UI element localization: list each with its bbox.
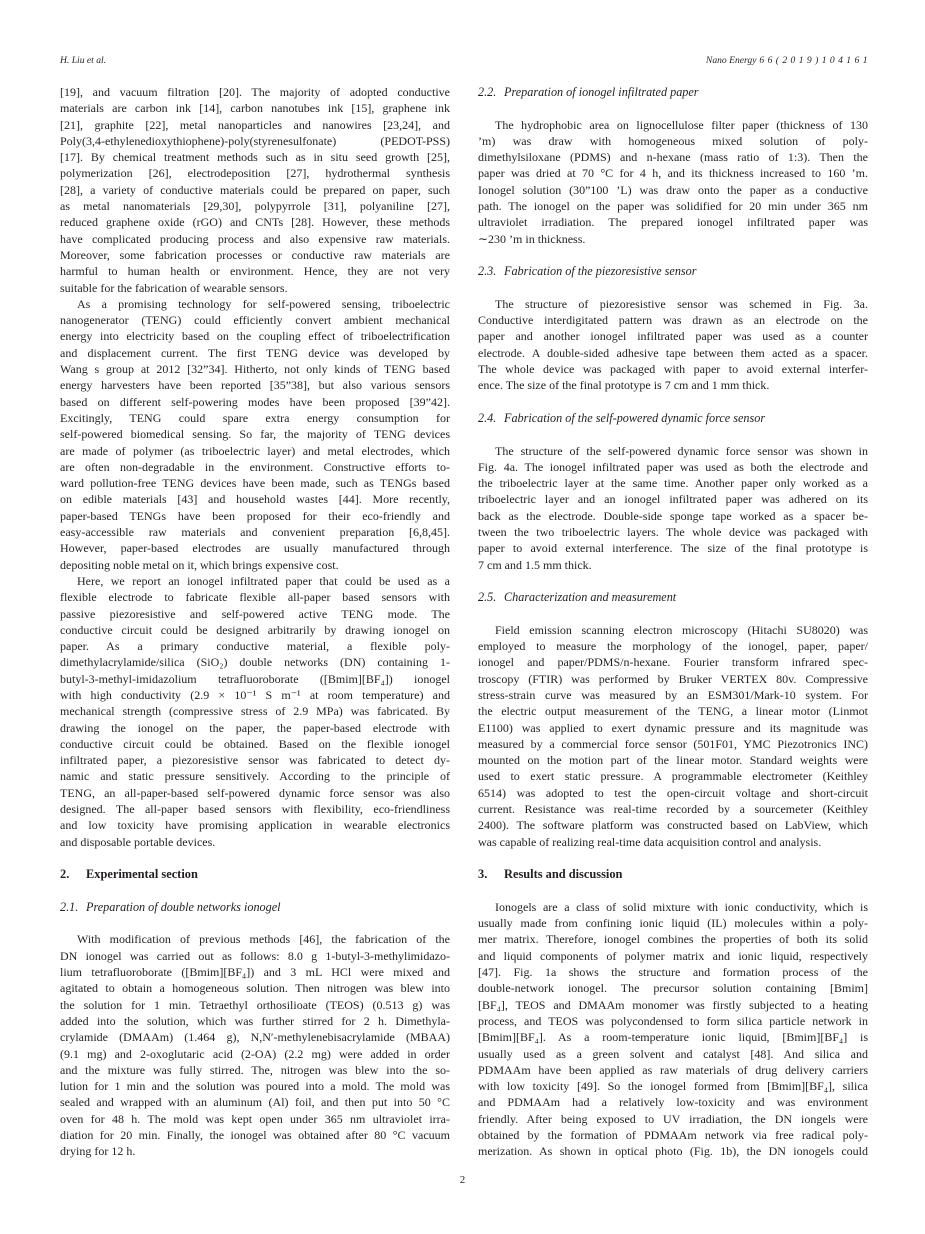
text-line: and liquid components of polymer matrix and ionic liquid, respectively [478, 948, 868, 963]
paragraph [478, 117, 868, 247]
text-line: the solution for 1 min. Tetraethyl orthosilioate (TEOS) (0.513 g) was [60, 997, 450, 1012]
text-line: dimethylacrylamide/silica (SiO₂) double networks (DN) containing 1- [60, 655, 450, 670]
text-line: triboelectric layer and an ionogel infiltrated paper was adhered on its [478, 492, 868, 507]
subsection-heading [478, 589, 868, 605]
text-line: the triboelectric layer at the same time. Another paper only worked as a [478, 476, 868, 491]
heading-title: Preparation of double networks ionogel [86, 899, 281, 914]
heading-number: 2.3. [478, 264, 497, 279]
text-line: mechanical strength (compressive stress of 2.9 MPa) was fabricated. By [60, 704, 450, 719]
text-line: and displacement current. The first TENG device was developed by [60, 345, 450, 360]
text-line: materials are carbon ink [14], carbon nanotubes ink [15], graphene ink [60, 101, 450, 116]
heading-number: 2.4. [478, 410, 497, 425]
text-line: nanogenerator (TENG) could efficiently convert ambient mechanical [60, 313, 450, 328]
heading-title: Results and discussion [504, 867, 623, 882]
text-line: E1100) was applied to exert dynamic pressure and its magnitude was [478, 720, 868, 735]
text-line: suitable for the fabrication of wearable sensors. [60, 280, 288, 295]
text-line: and PDMAAm had a relatively low-toxicity and was environment [478, 1095, 868, 1110]
text-line: and disposable portable devices. [60, 834, 216, 849]
text-line: energy into electricity based on the coupling effect of triboelectrification [60, 329, 450, 344]
paragraph [478, 296, 868, 394]
text-line: harmful to human health or environment. Hence, they are not very [60, 264, 450, 279]
text-line: reduced graphene oxide (rGO) and CNTs [28]. However, these methods [60, 215, 450, 230]
text-line: Poly(3,4-ethylenedioxythiophene)-poly(styrenesulfonate) (PEDOT-PSS) [60, 133, 450, 148]
journal-name: Nano Energy [705, 55, 757, 66]
text-line: agitated to obtain a homogeneous solution. Then nitrogen was blew into [60, 981, 450, 996]
text-line: based on different self-powering modes have been proposed [39”42]. [60, 394, 450, 409]
text-line: butyl-3-methyl-imidazolium tetrafluoroborate ([Bmim][BF₄]) ionogel [60, 671, 450, 686]
text-line: DN ionogel was carried out as follows: 8.0 g 1-butyl-3-methylimidazo- [60, 948, 450, 963]
text-line: drying for 12 h. [60, 1144, 136, 1159]
paragraph [60, 573, 450, 850]
text-line: was capable of realizing real-time data acquisition control and analysis. [478, 834, 822, 849]
text-line: flexible electrode to fabricate flexible all-paper based sensors with [60, 590, 450, 605]
text-line: drawing the ionogel on the paper, the paper-based electrode with [60, 720, 450, 735]
text-line: are made of polymer (as triboelectric layer) and metal electrodes, which [60, 443, 450, 458]
right-column [478, 84, 868, 1160]
heading-number: 3. [478, 867, 488, 882]
text-line: double-network ionogel. The precursor solution containing [Bmim] [478, 981, 868, 996]
text-line: dimethylsiloxane (PDMS) and n-hexane (mass ratio of 1:3). Then the [478, 150, 868, 165]
text-line: conductive circuit could be obtained. Based on the flexible ionogel [60, 736, 450, 751]
text-line: 7 cm and 1.5 mm thick. [478, 557, 592, 572]
text-line: ultraviolet irradiation. The prepared ionogel infiltrated paper was [478, 215, 868, 230]
text-line: merization. As shown in optical photo (Fig. 1b), the DN ionogels could [478, 1144, 868, 1159]
text-line: lution for 1 min and the solution was poured into a mold. The mold was [60, 1079, 450, 1094]
text-line: tween the two triboelectric layers. The whole device was packaged with [478, 525, 868, 540]
text-line: mer matrix. Therefore, ionogel combines the properties of both its solid [478, 932, 868, 947]
text-line: [Bmim][BF₄]. As a room-temperature ionic liquid, [Bmim][BF₄] is [478, 1030, 868, 1045]
text-line: self-powered biomedical sensing. So far, the majority of TENG devices [60, 427, 450, 442]
text-line: stress-strain curve was measured by an ESM301/Mark-10 system. For [478, 687, 868, 702]
text-line: [17]. By chemical treatment methods such as in situ seed growth [25], [60, 150, 450, 165]
text-line: employed to measure the morphology of the ionogel, paper, paper/ [478, 639, 868, 654]
text-line: usually made from confining ionic liquid (IL) molecules within a poly- [478, 916, 868, 931]
text-line: ence. The size of the final prototype is 7 cm and 1 mm thick. [478, 378, 770, 393]
text-line: on edible materials [43] and household wastes [44]. More recently, [60, 492, 450, 507]
text-line: designed. The all-paper based sensors with flexibility, eco-friendliness [60, 802, 450, 817]
text-line: process, and TEOS was polycondensed to form silica particle network in [478, 1013, 868, 1028]
text-line: ∼230 ’m in thickness. [478, 231, 586, 246]
text-line: PDMAAm have been applied as raw materials of drug delivery carriers [478, 1062, 868, 1077]
text-line: passive piezoresistive and self-powered active TENG mode. The [60, 606, 450, 621]
paragraph [60, 931, 450, 1159]
running-header-journal [706, 55, 868, 66]
text-line: [BF₄], TEOS and DMAAm monomer was firstly subjected to a heating [478, 997, 868, 1012]
text-line: troscopy (FTIR) was performed by Bruker VERTEX 80v. Compressive [478, 671, 868, 686]
text-line: ’m) was draw with homogeneous mixed solution of poly- [478, 133, 868, 148]
heading-number: 2.2. [478, 85, 497, 99]
text-line: energy harvesters have been reported [35”38], but also various sensors [60, 378, 450, 393]
paragraph [60, 84, 450, 296]
text-line: ward pollution-free TENG devices have been made, such as TENGs based [60, 476, 450, 491]
text-line: [28], a variety of conductive materials could be prepared on paper, such [60, 182, 450, 197]
text-line: [19], and vacuum filtration [20]. The majority of adopted conductive [60, 85, 450, 99]
text-line: Excitingly, TENG could spare extra energy consumption for [60, 410, 450, 425]
subsection-heading [478, 410, 868, 426]
left-column [60, 84, 450, 1160]
text-line: Fig. 4a. The ionogel infiltrated paper was used as both the electrode and [478, 459, 868, 474]
text-line: as metal nanomaterials [29,30], polypyrrole [31], polyaniline [27], [60, 199, 450, 214]
text-line: with low toxicity [49]. So the ionogel formed from [Bmim][BF₄], silica [478, 1079, 868, 1094]
text-line: TENG, an all-paper-based self-powered dynamic force sensor was also [60, 785, 450, 800]
text-line: Moreover, some fabrication processes or conductive raw materials are [60, 247, 450, 262]
text-line: oven for 48 h. The mold was kept open under 365 nm ultraviolet irra- [60, 1111, 450, 1126]
paragraph [478, 622, 868, 850]
heading-title: Experimental section [86, 867, 198, 882]
text-line: are often non-degradable in the environment. Constructive efforts to- [60, 459, 450, 474]
text-line: usually used as a green solvent and catalyst [48]. And silica and [478, 1046, 868, 1061]
text-line: However, paper-based electrodes are usually manufactured through [60, 541, 450, 556]
text-line: ionogel and paper/PDMS/n-hexane. Fourier transform infrared spec- [478, 655, 868, 670]
text-line: namic and static pressure sensitively. According to the principle of [60, 769, 450, 784]
heading-number: 2.5. [478, 590, 497, 605]
text-line: Here, we report an ionogel infiltrated paper that could be used as a [77, 573, 450, 588]
text-line: friendly. After being exposed to UV irradiation, the DN iongels were [478, 1111, 868, 1126]
text-line: have complicated producing process and also expensive raw materials. [60, 231, 450, 246]
text-line: The structure of the self-powered dynamic force sensor was shown in [495, 443, 868, 458]
subsection-heading [60, 899, 450, 915]
text-line: lium tetrafluoroborate ([Bmim][BF₄]) and 3 mL HCl were mixed and [60, 965, 450, 980]
text-line: With modification of previous methods [46], the fabrication of the [77, 932, 450, 947]
text-line: diation for 20 min. Finally, the ionogel was obtained after 80 °C vacuum [60, 1128, 450, 1142]
text-line: sealed and wrapped with an aluminum (Al) foil, and then put into 50 °C [60, 1095, 450, 1110]
text-line: Field emission scanning electron microscopy (Hitachi SU8020) was [495, 622, 868, 637]
heading-title: Characterization and measurement [504, 590, 677, 605]
journal-reference: 6 6 ( 2 0 1 9 ) 1 0 4 1 6 1 [756, 55, 868, 66]
text-line: crylamide (DMAAm) (1.464 g), N,N′-methylenebisacrylamide (MBAA) [60, 1030, 450, 1045]
text-line: paper and another ionogel infiltrated paper was used as a counter [478, 329, 868, 344]
heading-title: Fabrication of the piezoresistive sensor [504, 264, 697, 279]
text-line: Ionogels are a class of solid mixture with ionic conductivity, which is [495, 899, 868, 914]
running-header-author: H. Liu et al. [60, 55, 107, 66]
text-line: [21], graphite [22], metal nanoparticles and nanowires [23,24], and [60, 117, 450, 132]
subsection-heading [478, 84, 868, 100]
text-line: The structure of piezoresistive sensor was schemed in Fig. 3a. [495, 296, 868, 311]
text-line: [47]. Fig. 1a shows the structure and formation process of the [478, 965, 868, 980]
text-line: with high conductivity (2.9 × 10⁻¹ S m⁻¹ at room temperature) and [60, 687, 450, 702]
text-line: 2400). The software platform was constructed based on LabView, which [478, 818, 868, 833]
paragraph [478, 443, 868, 573]
text-line: measured by a commercial force sensor (501F01, YMC Piezotronics INC) [478, 736, 868, 751]
heading-number: 2. [60, 867, 70, 882]
text-line: depositing noble metal on it, which brings expensive cost. [60, 557, 339, 572]
text-line: As a promising technology for self-powered sensing, triboelectric [77, 296, 450, 311]
text-line: path. The ionogel on the paper was solidified for 20 min under 365 nm [478, 199, 868, 214]
text-line: 6514) was adopted to test the open-circuit voltage and short-circuit [478, 785, 868, 800]
section-heading [478, 866, 868, 882]
text-line: the electric output measurement of the TENG, a linear motor (Linmot [478, 704, 868, 719]
text-line: Wang s group at 2012 [32”34]. Hitherto, not only kinds of TENG based [60, 362, 450, 377]
text-line: back as the electrode. Double-side sponge tape worked as a spacer be- [478, 508, 868, 523]
text-line: paper to avoid external interference. The size of the final prototype is [478, 541, 868, 556]
text-line: Ionogel solution (30”100 ’L) was draw onto the paper as a conductive [478, 182, 868, 197]
text-line: conductive circuit could be designed arbitrarily by drawing ionogel on [60, 622, 450, 637]
heading-title: Fabrication of the self-powered dynamic force sensor [504, 410, 766, 425]
text-line: easy-accessible raw materials and convenient preparation [6,8,45]. [60, 525, 450, 540]
section-heading [60, 866, 450, 882]
text-line: and the mixture was fully stirred. The, nitrogen was blew into the so- [60, 1062, 450, 1077]
text-line: paper was dried at 70 °C for 4 h, and its thickness increased to 160 ’m. [478, 166, 868, 181]
heading-title: Preparation of ionogel infiltrated paper [504, 85, 699, 99]
text-line: used to exert static pressure. A programmable electrometer (Keithley [478, 769, 868, 784]
subsection-heading [478, 263, 868, 279]
text-line: added into the solution, which was further stirred for 2 h. Dimethyla- [60, 1013, 450, 1028]
text-line: and low toxicity have promising application in wearable electronics [60, 818, 450, 833]
paragraph [478, 899, 868, 1160]
text-line: The whole device was packaged with paper to avoid external interfer- [478, 362, 868, 377]
text-line: infiltrated paper, a piezoresistive sensor was fabricated to detect dy- [60, 753, 450, 768]
text-line: paper-based TENGs have been proposed for their eco-friendly and [60, 508, 450, 523]
text-line: polymerization [26], electrodeposition [27], hydrothermal synthesis [60, 166, 450, 181]
page-number: 2 [459, 1174, 466, 1186]
text-line: obtained by the formation of PDMAAm network via free radical poly- [478, 1128, 868, 1142]
heading-number: 2.1. [60, 899, 79, 914]
text-line: mounted on the motion part of the linear motor. Standard weights were [478, 753, 868, 768]
text-line: (9.1 mg) and 2-oxoglutaric acid (2-OA) (2.2 mg) were added in order [60, 1046, 450, 1061]
text-line: Conductive interdigitated pattern was drawn as an electrode on the [478, 313, 868, 328]
text-line: current. Resistance was real-time recorded by a sourcemeter (Keithley [478, 802, 868, 817]
text-line: electrode. A double-sided adhesive tape between them acted as a spacer. [478, 345, 868, 360]
text-line: The hydrophobic area on lignocellulose filter paper (thickness of 130 [495, 117, 868, 132]
text-line: paper. As a primary conductive material, a flexible poly- [60, 639, 450, 654]
paragraph [60, 296, 450, 573]
